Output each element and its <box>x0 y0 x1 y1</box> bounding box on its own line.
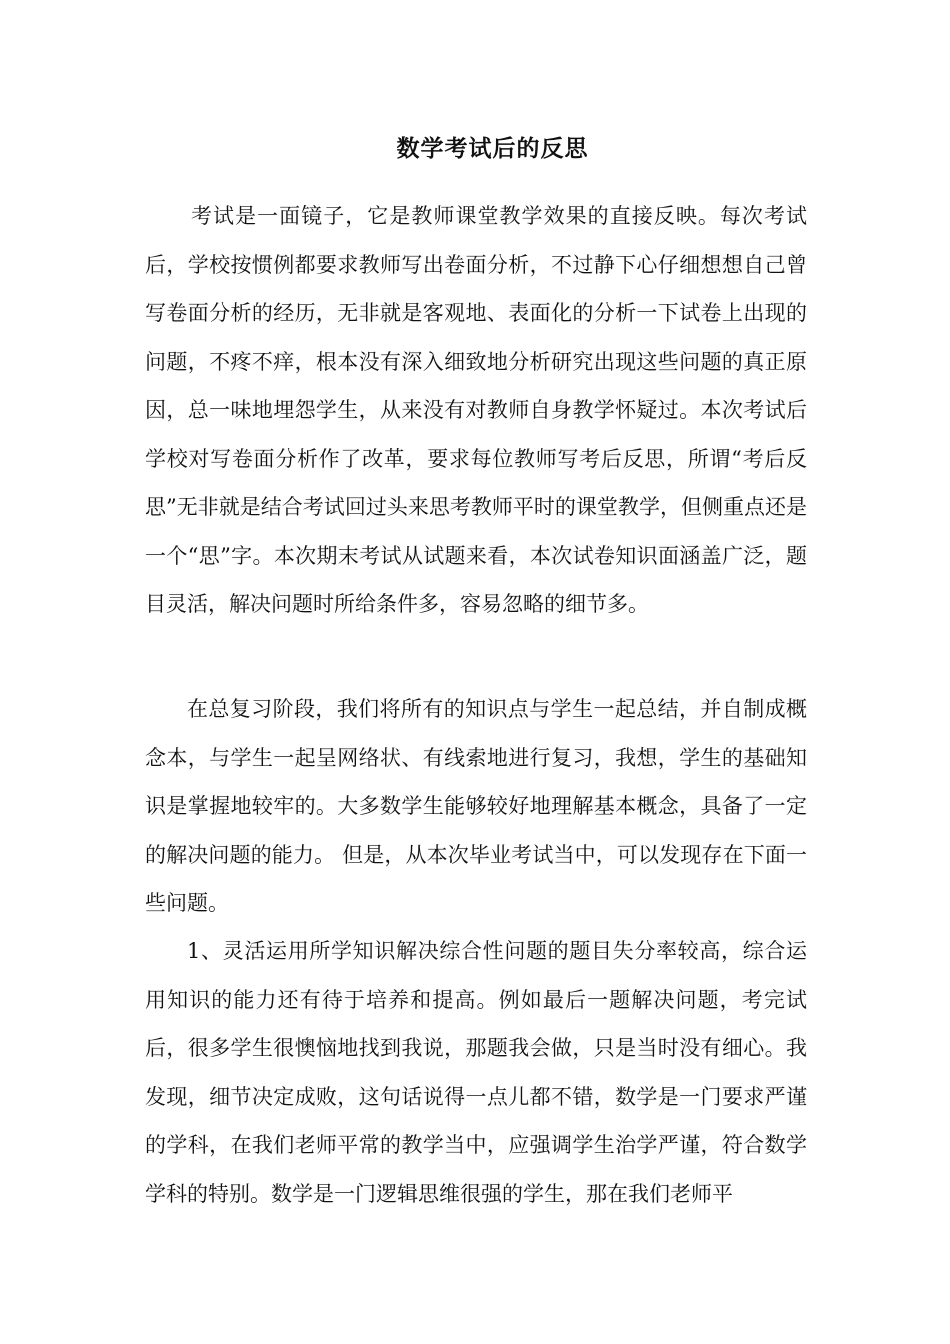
paragraph-problem-1: 1、灵活运用所学知识解决综合性问题的题目失分率较高，综合运用知识的能力还有待于培养和提高。例如最后一题解决问题，考完试后，很多学生很懊恼地找到我说，那题我会做，只是当时没有细心。我发现，细节决定成败，这句话说得一点儿都不错，数学是一门要求严谨的学科，在我们老师平常的教学当中，应强调学生治学严谨，符合数学学科的特别。数学是一门逻辑思维很强的学生，那在我们老师平 <box>145 939 807 1206</box>
paragraph-intro: 考试是一面镜子，它是教师课堂教学效果的直接反映。每次考试后，学校按惯例都要求教师写出卷面分析，不过静下心仔细想想自己曾写卷面分析的经历，无非就是客观地、表面化的分析一下试卷上出现的问题，不疼不痒，根本没有深入细致地分析研究出现这些问题的真正原因，总一味地埋怨学生，从来没有对教师自身教学怀疑过。本次考试后学校对写卷面分析作了改革，要求每位教师写考后反思，所谓“考后反思”无非就是结合考试回过头来思考教师平时的课堂教学，但侧重点还是一个“思”字。本次期末考试从试题来看，本次试卷知识面涵盖广泛，题目灵活，解决问题时所给条件多，容易忽略的细节多。 <box>145 204 807 616</box>
document-title: 数学考试后的反思 <box>396 135 589 162</box>
paragraph-review: 在总复习阶段，我们将所有的知识点与学生一起总结，并自制成概念本，与学生一起呈网络状、有线索地进行复习，我想，学生的基础知识是掌握地较牢的。大多数学生能够较好地理解基本概念，具备了一定的解决问题的能力。 但是，从本次毕业考试当中，可以发现存在下面一些问题。 <box>145 697 807 915</box>
